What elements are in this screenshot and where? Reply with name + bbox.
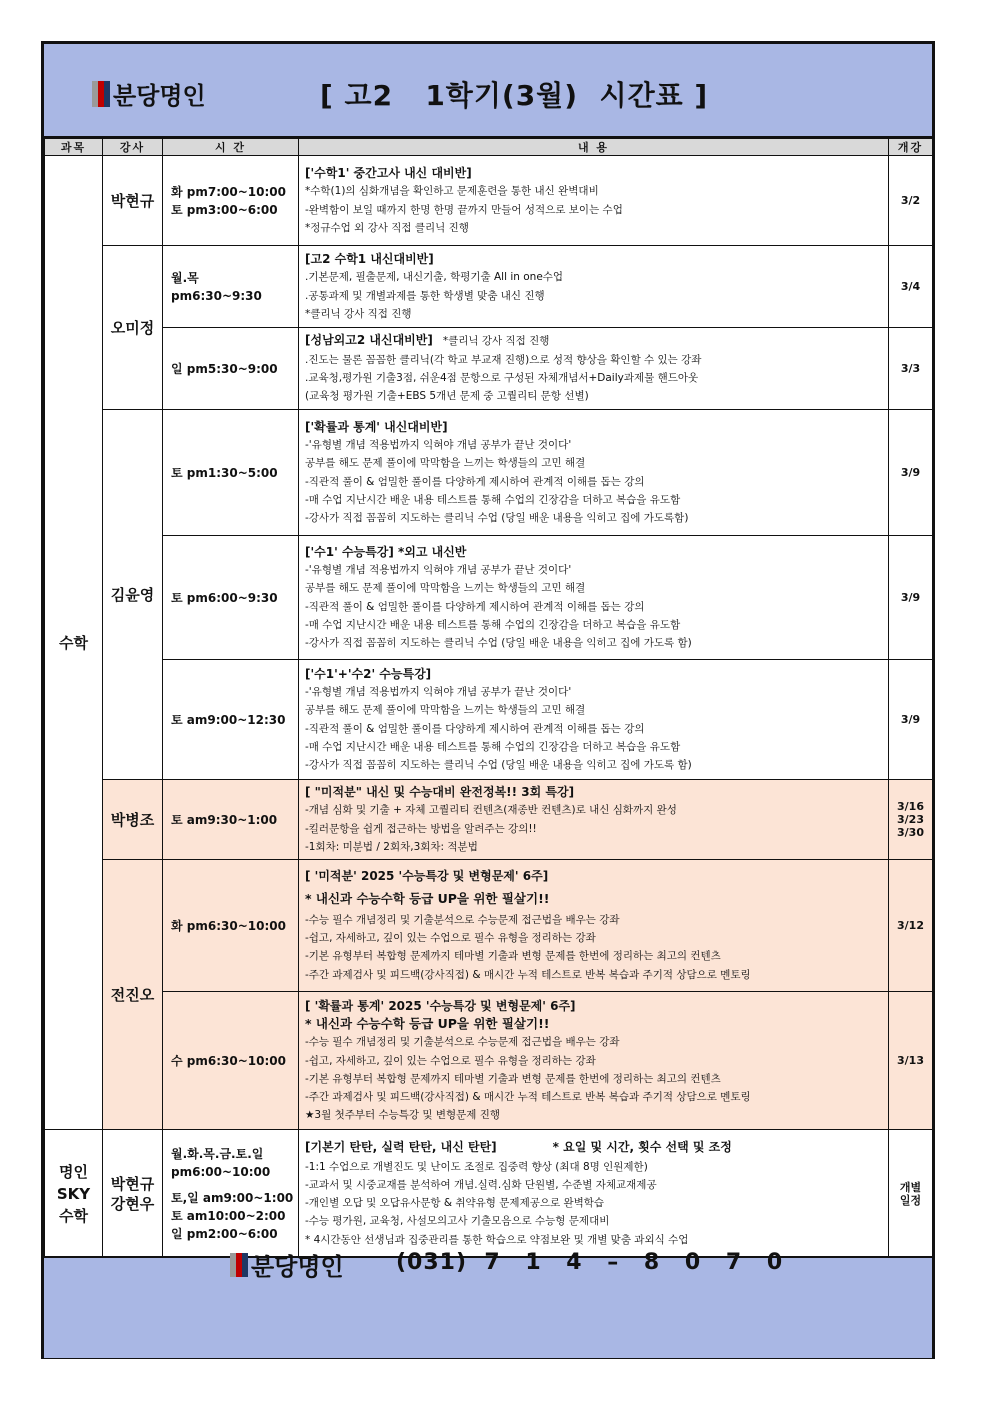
- class-time: 화 pm7:00~10:00 토 pm3:00~6:00: [163, 156, 299, 246]
- start-date: 3/12: [889, 860, 933, 992]
- page-title: [ 고2 1학기(3월) 시간표 ]: [320, 79, 709, 112]
- class-content: [ '미적분' 2025 '수능특강 및 변형문제' 6주] * 내신과 수능수학 등급 UP을 위한 필살기!! -수능 필수 개념정리 및 기출분석으로 수능문제 접근법을 배우는 강좌 -쉽고, 자세하고, 깊이 있는 수업으로 필수 유형을 정리하는 강좌 -기본 유형부터 복합형 문제까지 테마별 기출과 변형 문제를 한번에 정리하는 최고의 컨텐츠 -주간 과제검사 및 피드백(강사직접) & 매시간 누적 테스트로 반복 복습과 주기적 상담으로 멘토링: [299, 860, 889, 992]
- class-time: 월.화.목.금.토.일 pm6:00~10:00 토,일 am9:00~1:00 토 am10:00~2:00 일 pm2:00~6:00: [163, 1130, 299, 1258]
- logo-mark-icon: [230, 1253, 248, 1277]
- footer-brand-name: 분당명인: [251, 1253, 344, 1281]
- table-row: [45, 780, 933, 860]
- logo-mark-icon: [92, 81, 110, 107]
- col-teacher: 강사: [103, 139, 163, 156]
- class-time: 화 pm6:30~10:00: [163, 860, 299, 992]
- table-row: [45, 992, 933, 1130]
- class-content: ['수1' 수능특강] *외고 내신반 -'유형별 개념 적용법까지 익혀야 개념 공부가 끝난 것이다' 공부를 해도 문제 풀이에 막막함을 느끼는 학생들의 고민 해결 -직관적 풀이 & 엄밀한 풀이를 다양하게 제시하여 관계적 이해를 돕는 강의 -매 수업 지난시간 배운 내용 테스트를 통해 수업의 긴장감을 더하고 복습을 유도함 -강사가 직접 꼼꼼히 지도하는 클리닉 수업 (당일 배운 내용을 익히고 집에 가도록 함): [299, 536, 889, 660]
- subject-sky-math: 명인 SKY 수학: [45, 1130, 103, 1258]
- class-content: ['확률과 통계' 내신대비반] -'유형별 개념 적용법까지 익혀야 개념 공부가 끝난 것이다' 공부를 해도 문제 풀이에 막막함을 느끼는 학생들의 고민 해결 -직관적 풀이 & 엄밀한 풀이를 다양하게 제시하여 관계적 이해를 돕는 강의 -매 수업 지난시간 배운 내용 테스트를 통해 수업의 긴장감을 더하고 복습을 유도함 -강사가 직접 꼼꼼히 지도하는 클리닉 수업 (당일 배운 내용을 익히고 집에 가도록함): [299, 410, 889, 536]
- start-date: 3/13: [889, 992, 933, 1130]
- teacher-name: 박현규 강현우: [103, 1130, 163, 1258]
- brand-name: 분당명인: [113, 82, 206, 110]
- teacher-name: 박현규: [103, 156, 163, 246]
- class-content: [기본기 탄탄, 실력 탄탄, 내신 탄탄] * 요일 및 시간, 횟수 선택 및 조정 -1:1 수업으로 개별진도 및 난이도 조절로 집중력 향상 (최대 8명 인원제한) -교과서 및 시중교재를 분석하여 개념.실력.심화 단원별, 수준별 자체교재제공 -개인별 오답 및 오답유사문항 & 취약유형 문제제공으로 완벽학습 -수능 평가원, 교육청, 사설모의고사 기출모음으로 수능형 문제대비 * 4시간동안 선생님과 집중관리를 통한 학습으로 약점보완 및 개별 맞춤 과외식 수업: [299, 1130, 889, 1258]
- teacher-name: 김윤영: [103, 410, 163, 780]
- class-time: 수 pm6:30~10:00: [163, 992, 299, 1130]
- table-row: [45, 860, 933, 992]
- start-date: 3/9: [889, 660, 933, 780]
- schedule-table: [44, 138, 933, 1258]
- start-date: 3/2: [889, 156, 933, 246]
- col-start: 개강: [889, 139, 933, 156]
- col-subject: 과목: [45, 139, 103, 156]
- class-content: ['수1'+'수2' 수능특강] -'유형별 개념 적용법까지 익혀야 개념 공부가 끝난 것이다' 공부를 해도 문제 풀이에 막막함을 느끼는 학생들의 고민 해결 -직관적 풀이 & 엄밀한 풀이를 다양하게 제시하여 관계적 이해를 돕는 강의 -매 수업 지난시간 배운 내용 테스트를 통해 수업의 긴장감을 더하고 복습을 유도함 -강사가 직접 꼼꼼히 지도하는 클리닉 수업 (당일 배운 내용을 익히고 집에 가도록 함): [299, 660, 889, 780]
- col-content: 내 용: [299, 139, 889, 156]
- table-row: [45, 156, 933, 246]
- class-content: [ "미적분" 내신 및 수능대비 완전정복!! 3회 특강] -개념 심화 및 기출 + 자체 고퀄리티 컨텐츠(재종반 컨텐츠)로 내신 심화까지 완성 -킬러문항을 쉽게 접근하는 방법을 알려주는 강의!! -1회차: 미분법 / 2회차,3회차: 적분법: [299, 780, 889, 860]
- table-row: [45, 660, 933, 780]
- start-date: 3/3: [889, 328, 933, 410]
- phone-number: (031) 7 1 4 – 8 0 7 0: [396, 1250, 792, 1275]
- brand-logo: [92, 76, 206, 111]
- col-time: 시 간: [163, 139, 299, 156]
- class-content: [ '확률과 통계' 2025 '수능특강 및 변형문제' 6주] * 내신과 수능수학 등급 UP을 위한 필살기!! -수능 필수 개념정리 및 기출분석으로 수능문제 접근법을 배우는 강좌 -쉽고, 자세하고, 깊이 있는 수업으로 필수 유형을 정리하는 강좌 -기본 유형부터 복합형 문제까지 테마별 기출과 변형 문제를 한번에 정리하는 최고의 컨텐츠 -주간 과제검사 및 피드백(강사직접) & 매시간 누적 테스트로 반복 복습과 주기적 상담으로 멘토링 ★3월 첫주부터 수능특강 및 변형문제 진행: [299, 992, 889, 1130]
- class-time: 토 am9:00~12:30: [163, 660, 299, 780]
- class-time: 일 pm5:30~9:00: [163, 328, 299, 410]
- teacher-name: 전진오: [103, 860, 163, 1130]
- class-content: ['수학1' 중간고사 내신 대비반] *수학(1)의 심화개념을 확인하고 문제훈련을 통한 내신 완벽대비 -완벽함이 보일 때까지 한명 한명 끝까지 만들어 성적으로 보이는 수업 *정규수업 외 강사 직접 클리닉 진행: [299, 156, 889, 246]
- class-time: 토 pm6:00~9:30: [163, 536, 299, 660]
- teacher-name: 박병조: [103, 780, 163, 860]
- class-content: [고2 수학1 내신대비반] .기본문제, 필출문제, 내신기출, 학평기출 All in one수업 .공통과제 및 개별과제를 통한 학생별 맞춤 내신 진행 *클리닉 강사 직접 진행: [299, 246, 889, 328]
- table-row: [45, 1130, 933, 1258]
- start-date: 3/4: [889, 246, 933, 328]
- start-date: 3/9: [889, 410, 933, 536]
- timetable-sheet: [41, 41, 935, 1359]
- table-row: [45, 410, 933, 536]
- start-date: 3/9: [889, 536, 933, 660]
- class-time: 토 am9:30~1:00: [163, 780, 299, 860]
- header-banner: [44, 44, 932, 138]
- column-header-row: [45, 139, 933, 156]
- footer-brand-logo: [230, 1247, 344, 1282]
- class-content: [성남외고2 내신대비반] *클리닉 강사 직접 진행 .진도는 물론 꼼꼼한 클리닉(각 학교 부교재 진행)으로 성적 향상을 확인할 수 있는 강좌 .교육청,평가원 기출3점, 쉬운4점 문항으로 구성된 자체개념서+Daily과제물 핸드아웃 (교육청 평가원 기출+EBS 5개년 문제 중 고퀄리티 문항 선별): [299, 328, 889, 410]
- class-time: 월.목 pm6:30~9:30: [163, 246, 299, 328]
- start-date: 개별 일정: [889, 1130, 933, 1258]
- table-row: [45, 536, 933, 660]
- table-row: [45, 328, 933, 410]
- table-row: [45, 246, 933, 328]
- subject-math: 수학: [45, 156, 103, 1130]
- class-time: 토 pm1:30~5:00: [163, 410, 299, 536]
- teacher-name: 오미정: [103, 246, 163, 410]
- start-date: 3/16 3/23 3/30: [889, 780, 933, 860]
